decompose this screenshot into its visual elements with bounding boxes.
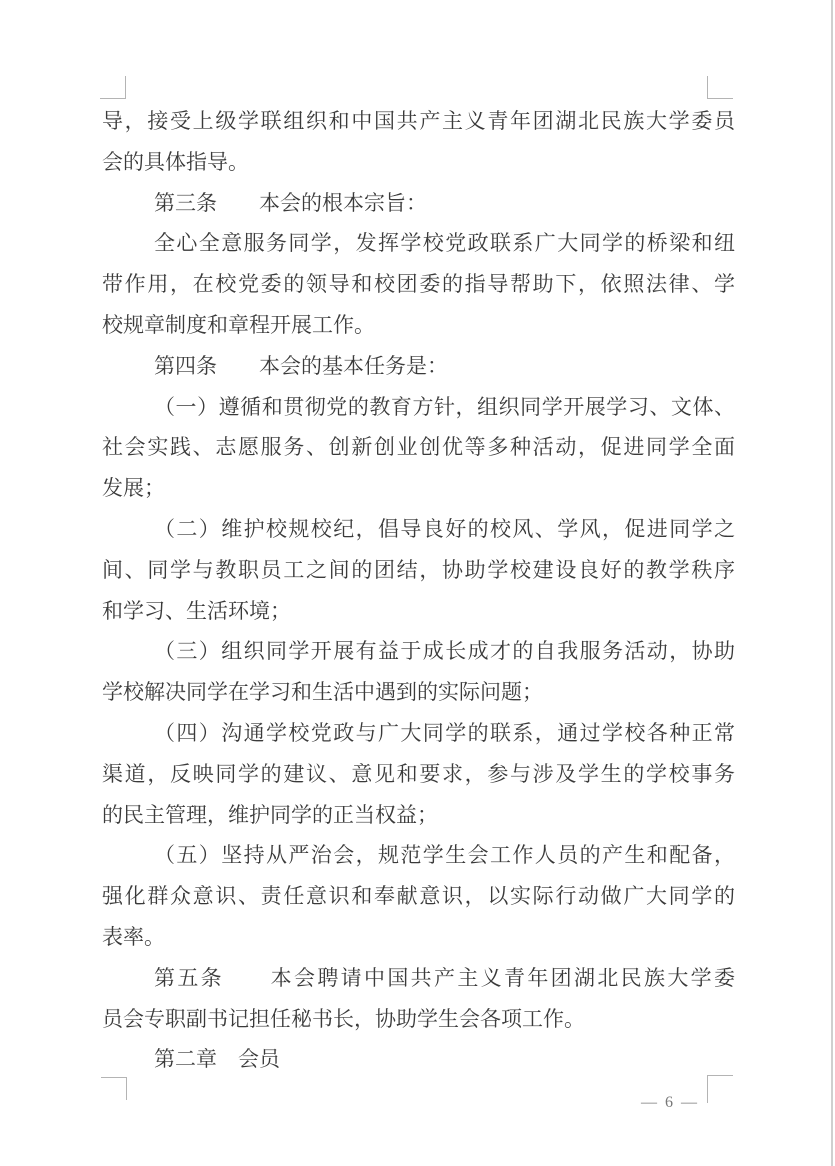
text-line: 发展； <box>102 476 165 501</box>
text-line: 第五条 本会聘请中国共产主义青年团湖北民族大学委 <box>154 965 735 990</box>
text-line: （一）遵循和贯彻党的教育方针，组织同学开展学习、文体、 <box>154 394 735 419</box>
document-text-body <box>102 101 735 1080</box>
text-line: 第四条 本会的基本任务是： <box>154 353 448 378</box>
text-line: 带作用，在校党委的领导和校团委的指导帮助下，依照法律、学 <box>102 272 735 297</box>
text-line: 表率。 <box>102 924 165 949</box>
text-line: 间、同学与教职员工之间的团结，协助学校建设良好的教学秩序 <box>102 557 735 582</box>
text-line: 的民主管理，维护同学的正当权益； <box>102 802 438 827</box>
page-edge-line <box>831 0 833 1166</box>
text-line: 员会专职副书记担任秘书长，协助学生会各项工作。 <box>102 1006 585 1031</box>
crop-mark-bottom-left-icon <box>101 1077 127 1100</box>
text-line: 第二章 会员 <box>154 1047 280 1072</box>
text-line: 和学习、生活环境； <box>102 598 291 623</box>
crop-mark-top-right-icon <box>707 76 733 99</box>
text-line: 强化群众意识、责任意识和奉献意识，以实际行动做广大同学的 <box>102 884 735 909</box>
text-line: 会的具体指导。 <box>102 149 249 174</box>
text-line: 全心全意服务同学，发挥学校党政联系广大同学的桥梁和纽 <box>154 231 735 256</box>
text-line: （三）组织同学开展有益于成长成才的自我服务活动，协助 <box>154 639 735 664</box>
crop-mark-top-left-icon <box>100 76 126 99</box>
text-line: 渠道，反映同学的建议、意见和要求，参与涉及学生的学校事务 <box>102 761 735 786</box>
text-line: 校规章制度和章程开展工作。 <box>102 312 375 337</box>
text-line: （四）沟通学校党政与广大同学的联系，通过学校各种正常 <box>154 720 735 745</box>
text-line: 导，接受上级学联组织和中国共产主义青年团湖北民族大学委员 <box>102 109 735 133</box>
text-line: （五）坚持从严治会，规范学生会工作人员的产生和配备， <box>154 843 735 868</box>
text-line: 社会实践、志愿服务、创新创业创优等多种活动，促进同学全面 <box>102 435 735 460</box>
text-line: 学校解决同学在学习和生活中遇到的实际问题； <box>102 680 543 705</box>
page-number: — 6 — <box>641 1094 699 1111</box>
text-line: 第三条 本会的根本宗旨： <box>154 190 427 215</box>
text-line: （二）维护校规校纪，倡导良好的校风、学风，促进同学之 <box>154 516 735 541</box>
